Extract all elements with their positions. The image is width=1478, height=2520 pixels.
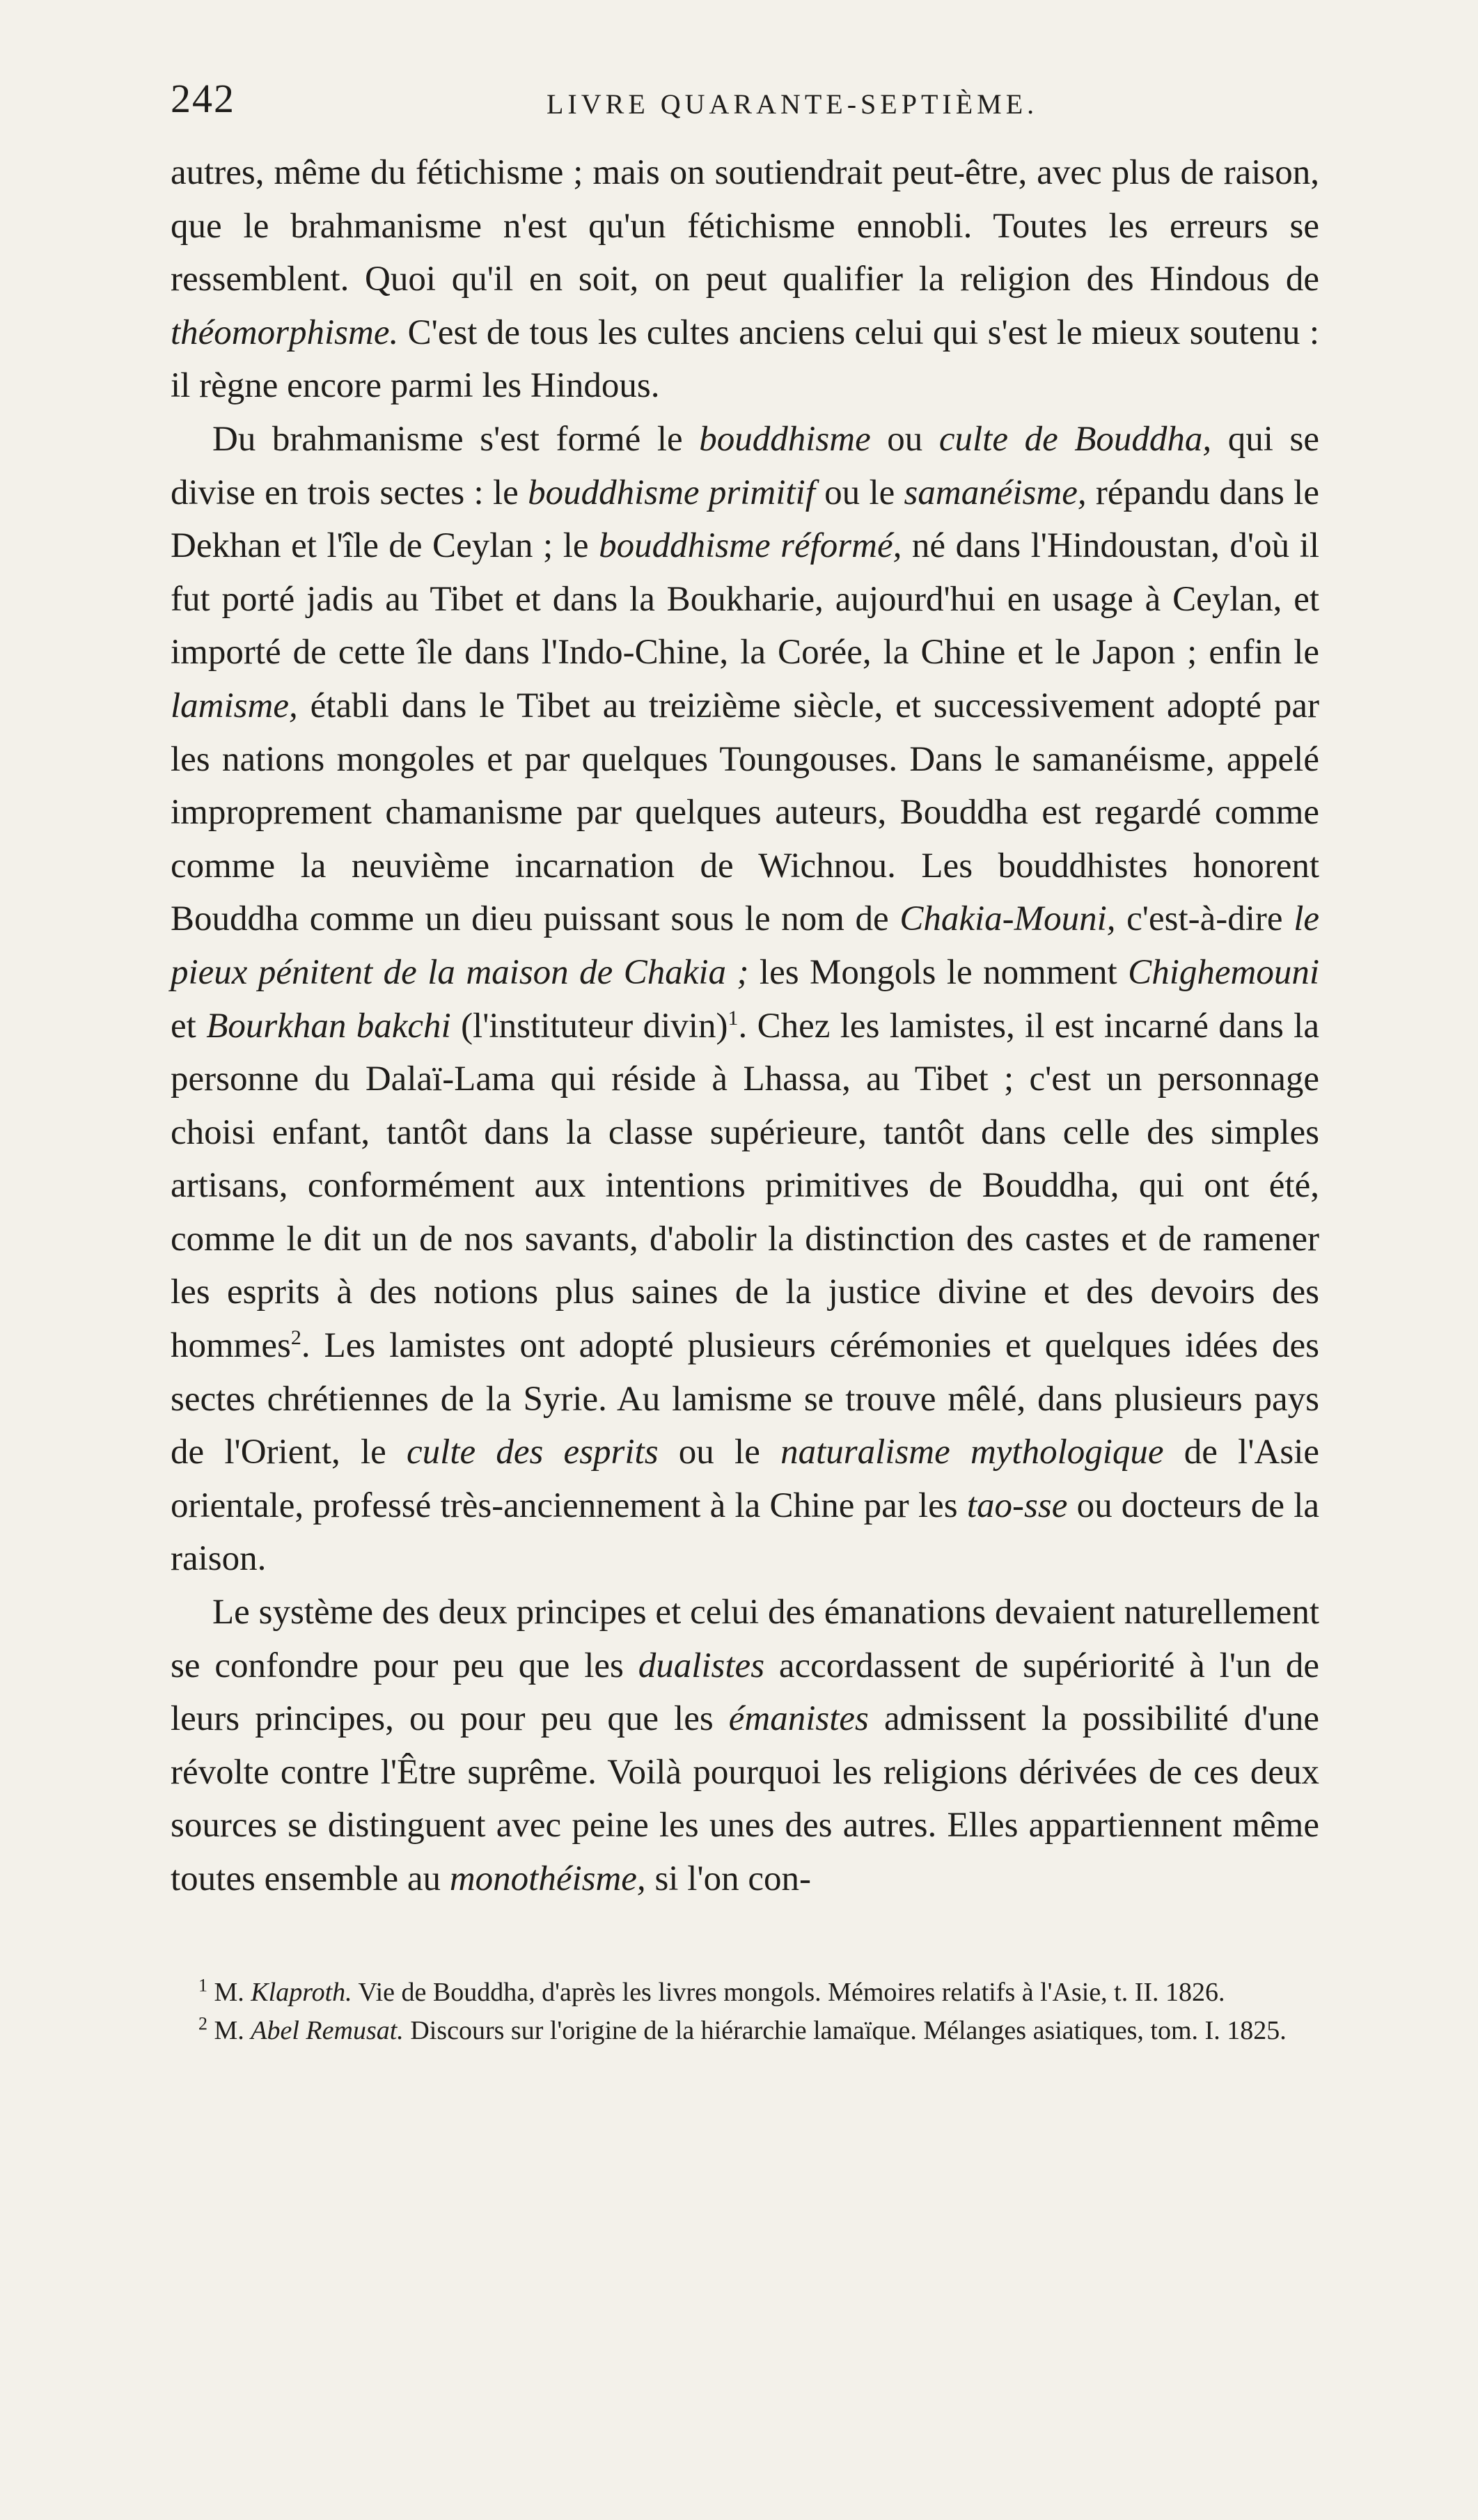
italic-term: le pieux pénitent de la maison de Chakia ; xyxy=(171,899,1319,992)
text-run: établi dans le Tibet au treizième siècle, et successivement adopté par les nations mongoles et par quelques Toungouses. Dans le samanéisme, appelé improprement chamanisme par quelques auteurs, Bouddha est regardé comme comme la neuvième incarnation de Wichnou. Les bouddhistes honorent Bouddha comme un dieu puissant sous le nom de xyxy=(171,686,1319,939)
text-run: ou le xyxy=(658,1433,781,1472)
text-run: . Chez les lamistes, il est incarné dans la personne du Dalaï-Lama qui réside à Lhassa, au Tibet ; c'est un personnage choisi enfant, tantôt dans la classe supérieure, tantôt dans celle des simples artisans, conformément aux intentions primitives de Bouddha, qui ont été, comme le dit un de nos savants, d'abolir la distinction des castes et de ramener les esprits à des notions plus saines de la justice divine et des devoirs des hommes xyxy=(171,1006,1319,1366)
italic-term: tao-sse xyxy=(966,1486,1068,1525)
italic-term: dualistes xyxy=(638,1646,765,1685)
italic-term: émanistes xyxy=(728,1699,869,1739)
text-run: accordassent de supériorité à l'un de leurs principes, ou pour peu que les xyxy=(171,1646,1319,1739)
footnote-mark: 2 xyxy=(198,2013,207,2034)
text-run: né dans l'Hindoustan, d'où il fut porté jadis au Tibet et dans la Boukharie, aujourd'hui en usage à Ceylan, et importé de cette île dans l'Indo-Chine, la Corée, la Chine et le Japon ; enfin le xyxy=(171,526,1320,672)
text-run: (l'instituteur divin) xyxy=(450,1006,728,1046)
italic-term: bouddhisme réformé, xyxy=(599,526,902,566)
italic-term: théomorphisme. xyxy=(171,313,399,352)
text-run: Le système des deux principes et celui des émanations devaient naturellement se confondre pour peu que les xyxy=(171,1593,1319,1685)
text-run: c'est-à-dire xyxy=(1115,899,1294,939)
running-title: LIVRE QUARANTE-SEPTIÈME. xyxy=(547,88,1039,120)
italic-term: Bourkhan bakchi xyxy=(206,1006,451,1046)
text-run: qui se divise en trois sectes : le xyxy=(171,419,1319,512)
text-run: Du brahmanisme s'est formé le xyxy=(212,419,700,459)
footnote xyxy=(171,2012,1319,2050)
text-run: Discours sur l'origine de la hiérarchie lamaïque. Mélanges asiatiques, tom. I. 1825. xyxy=(403,2016,1287,2045)
text-run: ou docteurs de la raison. xyxy=(171,1486,1319,1579)
italic-term: Chakia-Mouni, xyxy=(899,899,1116,939)
author-name: Abel Remusat. xyxy=(251,2016,404,2045)
text-run: C'est de tous les cultes anciens celui qui s'est le mieux soutenu : il règne encore parmi les Hindous. xyxy=(171,313,1319,406)
italic-term: Chighemouni xyxy=(1128,952,1319,992)
italic-term: lamisme, xyxy=(171,686,298,725)
paragraph xyxy=(171,146,1319,413)
text-run: . Les lamistes ont adopté plusieurs cérémonies et quelques idées des sectes chrétiennes de la Syrie. Au lamisme se trouve mêlé, dans plusieurs pays de l'Orient, le xyxy=(171,1326,1319,1472)
text-run: autres, même du fétichisme ; mais on soutiendrait peut-être, avec plus de raison, que le brahmanisme n'est qu'un fétichisme ennobli. Toutes les erreurs se ressemblent. Quoi qu'il en soit, on peut qualifier la religion des Hindous de xyxy=(171,153,1319,299)
footnote-ref[interactable]: 1 xyxy=(728,1006,739,1030)
italic-term: samanéisme, xyxy=(904,473,1087,512)
footnote-ref[interactable]: 2 xyxy=(290,1326,301,1350)
author-name: Klaproth. xyxy=(251,1978,352,2007)
text-run: et xyxy=(171,1006,207,1046)
italic-term: bouddhisme xyxy=(699,419,871,459)
footnote-mark: 1 xyxy=(198,1975,207,1996)
body-text xyxy=(171,146,1319,1906)
footnotes xyxy=(171,1974,1319,2050)
italic-term: culte de Bouddha, xyxy=(938,419,1212,459)
text-run: répandu dans le Dekhan et l'île de Ceylan ; le xyxy=(171,473,1319,566)
text-run: M. xyxy=(214,1978,251,2007)
paragraph xyxy=(171,1586,1319,1906)
text-run: si l'on con- xyxy=(645,1859,811,1898)
text-run: ou le xyxy=(815,473,904,512)
text-run: M. xyxy=(214,2016,251,2045)
footnote xyxy=(171,1974,1319,2012)
text-run: de l'Asie orientale, professé très-anciennement à la Chine par les xyxy=(171,1433,1320,1525)
running-head xyxy=(171,75,1319,131)
text-run: admissent la possibilité d'une révolte contre l'Être suprême. Voilà pourquoi les religions dérivées de ces deux sources se distinguent avec peine les unes des autres. Elles appartiennent même toutes ensemble au xyxy=(171,1699,1319,1898)
italic-term: monothéisme, xyxy=(449,1859,646,1898)
italic-term: culte des esprits xyxy=(407,1433,659,1472)
paragraph xyxy=(171,413,1319,1586)
italic-term: bouddhisme primitif xyxy=(528,473,815,512)
text-run: les Mongols le nomment xyxy=(748,952,1129,992)
text-run: Vie de Bouddha, d'après les livres mongols. Mémoires relatifs à l'Asie, t. II. 1826. xyxy=(352,1978,1225,2007)
page-number: 242 xyxy=(171,76,235,121)
italic-term: naturalisme mythologique xyxy=(780,1433,1164,1472)
text-run: ou xyxy=(870,419,939,459)
